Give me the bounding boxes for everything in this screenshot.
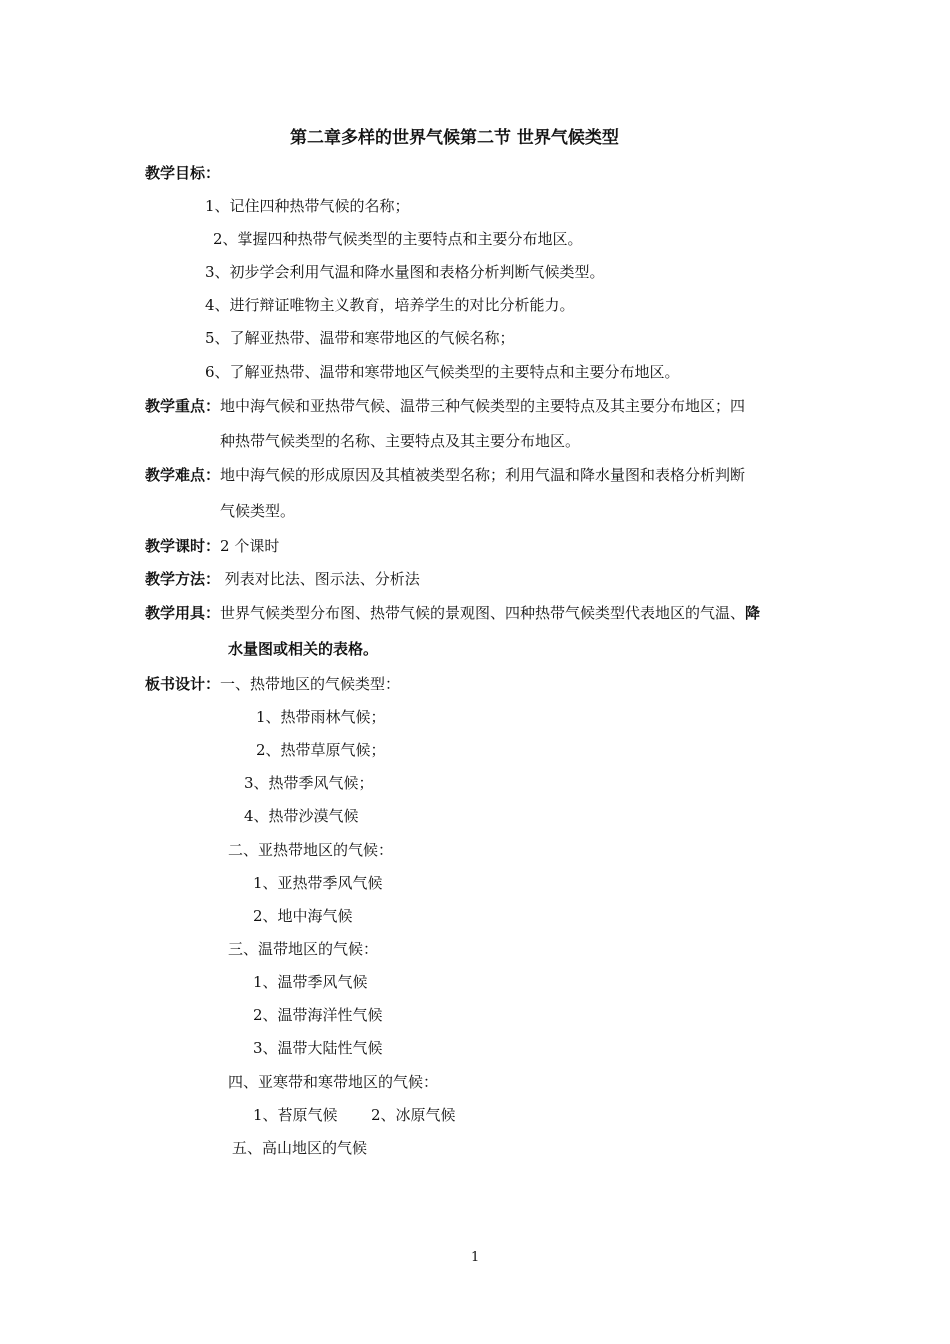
board-section-heading: 三、温带地区的气候： <box>228 940 379 958</box>
class-hours-value: 2 个课时 <box>220 537 280 555</box>
board-item: 2、温带海洋性气候 <box>253 1006 383 1024</box>
methods-label: 教学方法： <box>145 570 221 588</box>
board-item: 2、冰原气候 <box>371 1106 456 1124</box>
objective-item: 5、了解亚热带、温带和寒带地区的气候名称； <box>205 329 515 347</box>
difficulties-row <box>145 465 745 485</box>
board-item: 2、热带草原气候； <box>256 741 386 759</box>
page-title: 第二章多样的世界气候第二节 世界气候类型 <box>290 128 619 148</box>
key-points-text: 地中海气候和亚热带气候、温带三种气候类型的主要特点及其主要分布地区；四 <box>220 397 746 415</box>
board-item: 4、热带沙漠气候 <box>244 807 359 825</box>
objective-item: 1、记住四种热带气候的名称； <box>205 197 410 215</box>
objective-item: 2、掌握四种热带气候类型的主要特点和主要分布地区。 <box>213 230 583 248</box>
objective-item: 6、了解亚热带、温带和寒带地区气候类型的主要特点和主要分布地区。 <box>205 363 680 381</box>
board-item: 3、热带季风气候； <box>244 774 374 792</box>
board-design-label: 板书设计： <box>145 675 221 693</box>
board-section-heading: 五、高山地区的气候 <box>232 1139 368 1157</box>
teaching-aids-bold-end: 降 <box>745 604 761 622</box>
key-points-label: 教学重点： <box>145 397 221 415</box>
page-number: 1 <box>471 1250 480 1265</box>
class-hours-row <box>145 536 279 556</box>
board-section-heading: 二、亚热带地区的气候： <box>228 841 394 859</box>
board-design-row <box>145 674 400 694</box>
objective-item: 4、进行辩证唯物主义教育，培养学生的对比分析能力。 <box>205 296 575 314</box>
class-hours-label: 教学课时： <box>145 537 221 555</box>
teaching-objectives-heading: 教学目标： <box>145 164 221 182</box>
board-item: 1、苔原气候 <box>253 1106 338 1124</box>
methods-value: 列表对比法、图示法、分析法 <box>220 570 420 588</box>
key-points-row <box>145 396 745 416</box>
teaching-aids-continuation: 水量图或相关的表格。 <box>228 640 379 658</box>
board-item: 1、亚热带季风气候 <box>253 874 383 892</box>
board-item: 1、温带季风气候 <box>253 973 368 991</box>
board-item: 1、热带雨林气候； <box>256 708 386 726</box>
teaching-aids-label: 教学用具： <box>145 604 221 622</box>
difficulties-label: 教学难点： <box>145 466 221 484</box>
objective-item: 3、初步学会利用气温和降水量图和表格分析判断气候类型。 <box>205 263 605 281</box>
board-section-heading: 一、热带地区的气候类型： <box>220 675 401 693</box>
board-item: 3、温带大陆性气候 <box>253 1039 383 1057</box>
board-section-heading: 四、亚寒带和寒带地区的气候： <box>228 1073 439 1091</box>
difficulties-continuation: 气候类型。 <box>220 502 296 520</box>
key-points-continuation: 种热带气候类型的名称、主要特点及其主要分布地区。 <box>220 432 581 450</box>
teaching-aids-row <box>145 603 760 623</box>
difficulties-text: 地中海气候的形成原因及其植被类型名称；利用气温和降水量图和表格分析判断 <box>220 466 746 484</box>
board-item: 2、地中海气候 <box>253 907 353 925</box>
teaching-aids-text: 世界气候类型分布图、热带气候的景观图、四种热带气候类型代表地区的气温、 <box>220 604 746 622</box>
methods-row <box>145 569 420 589</box>
